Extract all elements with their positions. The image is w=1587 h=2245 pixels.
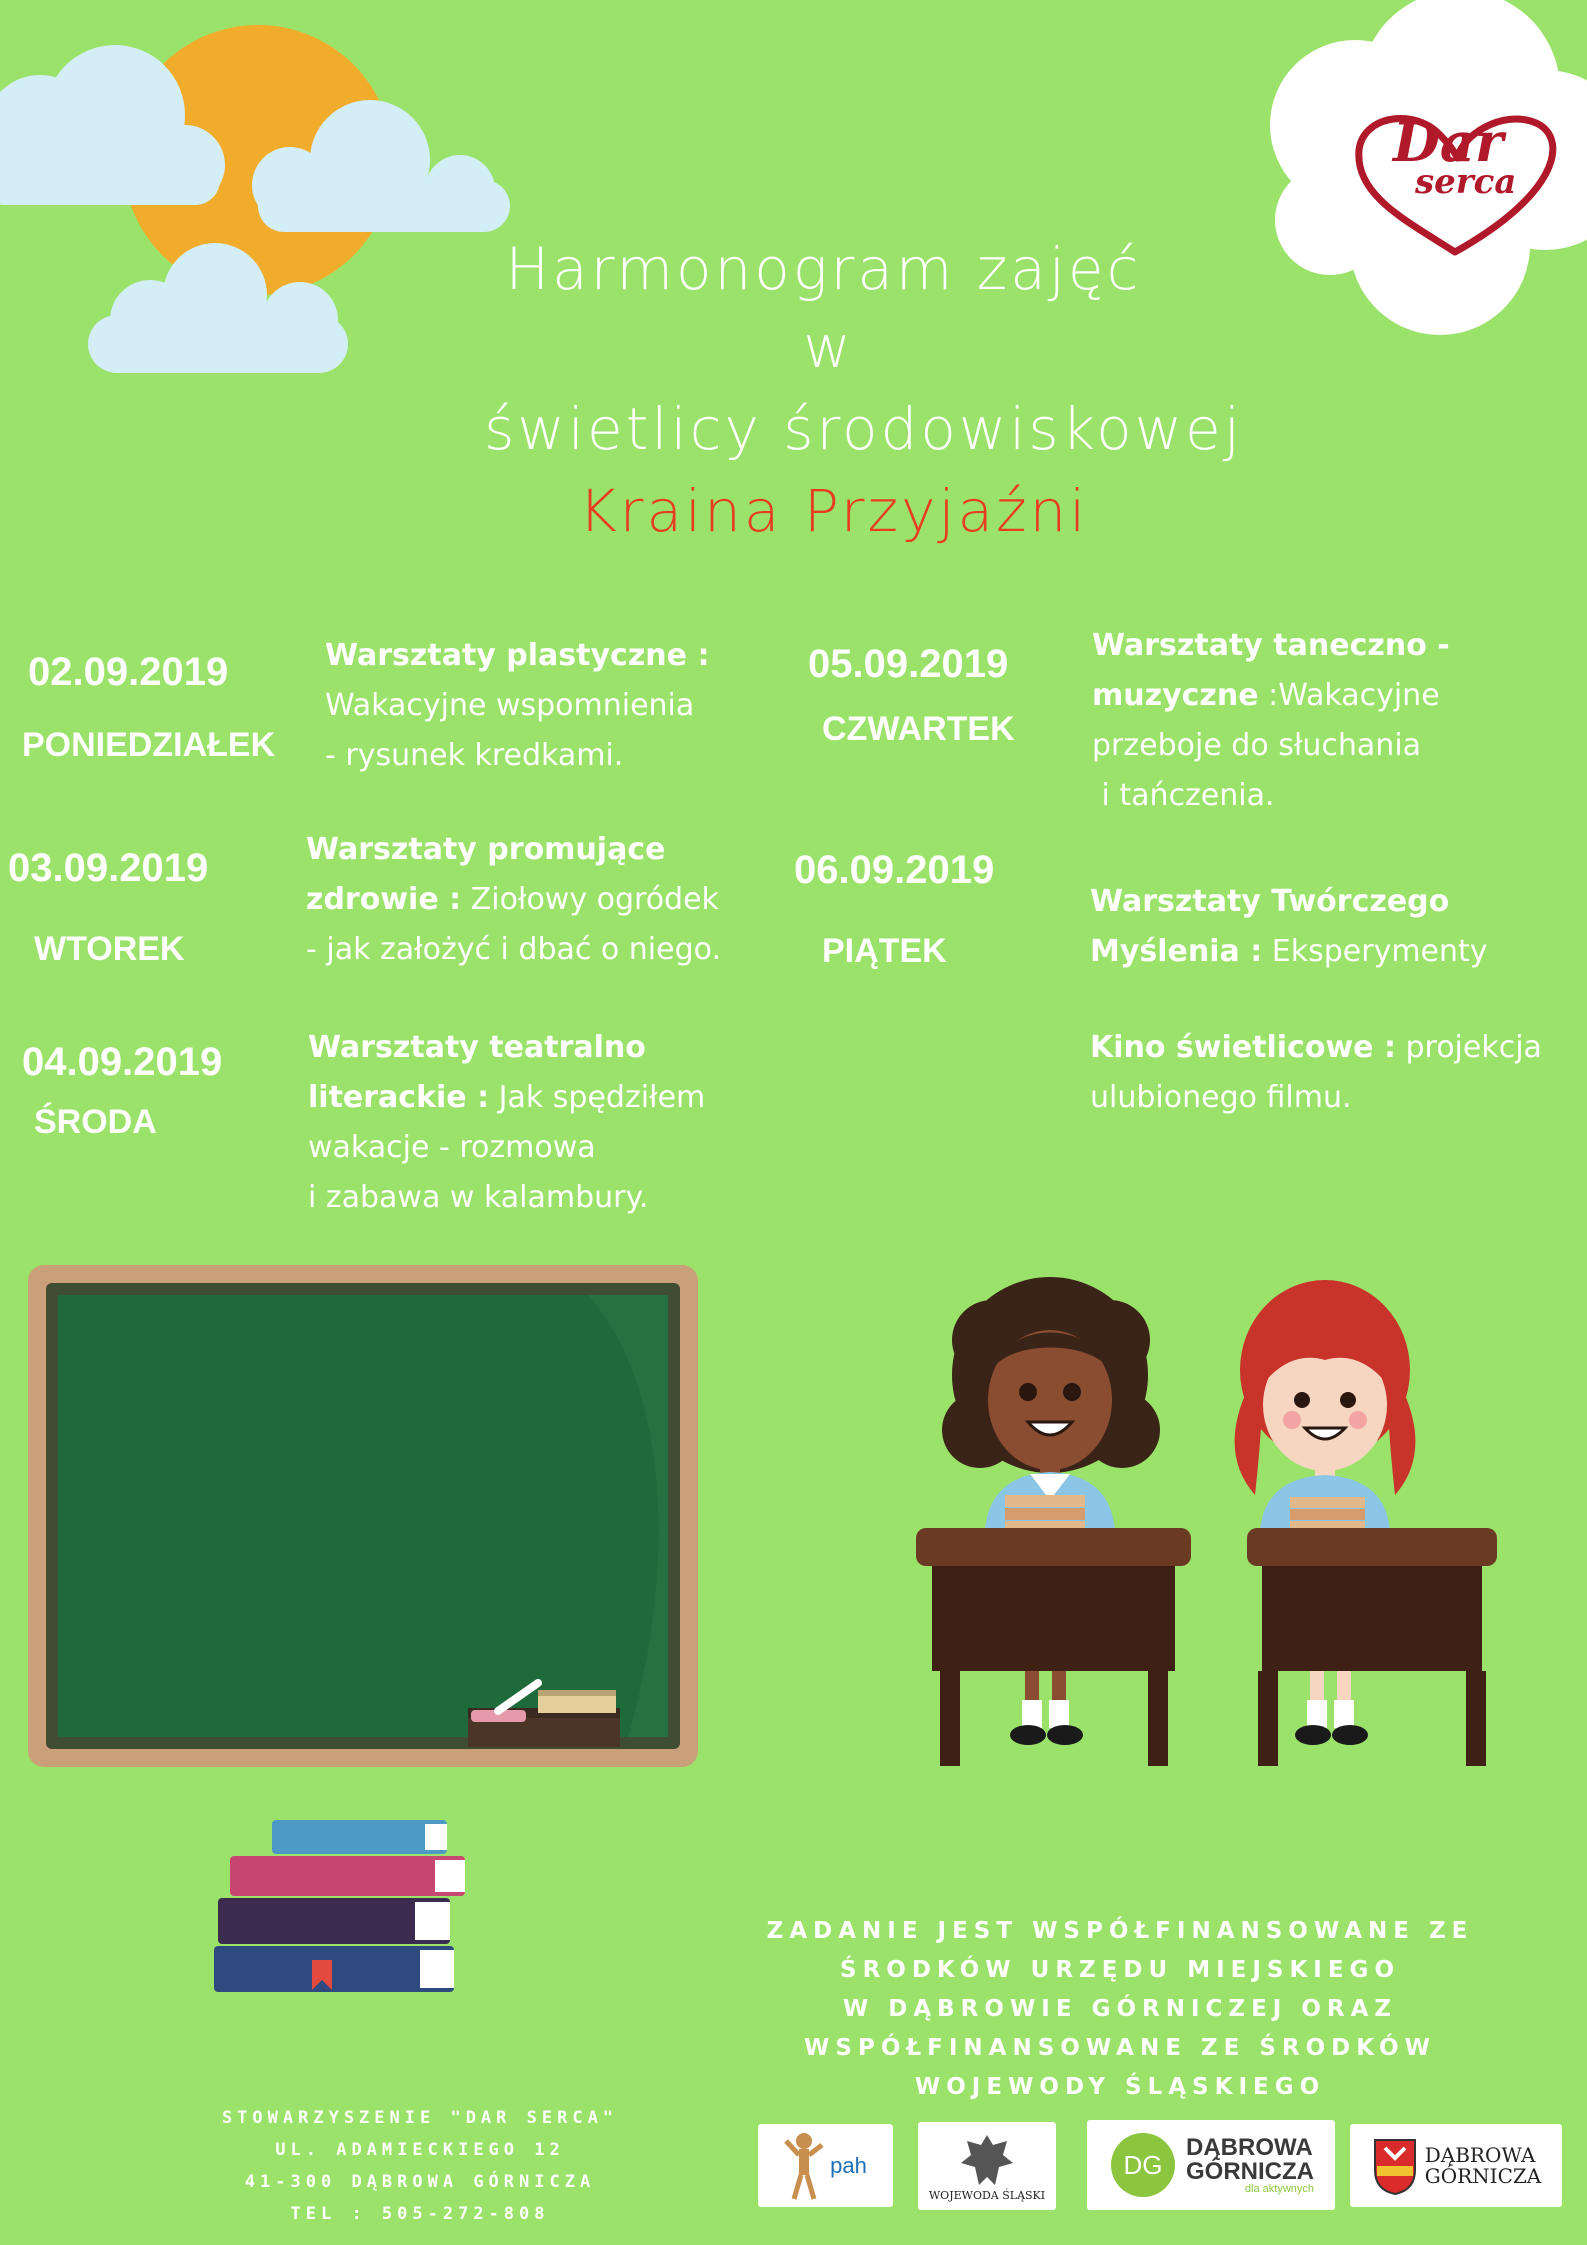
activity-thursday <box>1092 621 1562 821</box>
pah-logo <box>758 2124 893 2207</box>
activity-text: Ziołowy ogródek <box>461 882 719 917</box>
dabrowa-gornicza-logo <box>1087 2120 1335 2210</box>
desk <box>1247 1528 1497 1766</box>
address-line: STOWARZYSZENIE "DAR SERCA" <box>221 2108 619 2128</box>
address-line: TEL : 505-272-808 <box>290 2204 550 2224</box>
logo-text-dar: Dar <box>1393 110 1504 174</box>
activity-friday <box>1090 877 1570 977</box>
activity-line: - jak założyć i dbać o niego. <box>306 932 722 967</box>
title-line-1: Harmonogram zajęć <box>505 235 1142 303</box>
funding-line: W DĄBROWIE GÓRNICZEJ ORAZ <box>842 1996 1398 2022</box>
title-subtitle: Kraina Przyjaźni <box>578 477 1089 545</box>
date-wednesday: 04.09.2019 <box>22 1040 223 1084</box>
dg-mark-text: DG <box>1123 2150 1163 2180</box>
desk <box>916 1528 1191 1766</box>
activity-line: i tańczenia. <box>1092 778 1275 813</box>
student-girl-redhair <box>1235 1280 1416 1530</box>
address-line: 41-300 DĄBROWA GÓRNICZA <box>244 2172 596 2192</box>
activity-title: Warsztaty promujące <box>306 832 666 867</box>
activity-title: Warsztaty taneczno - <box>1092 628 1450 663</box>
activity-title-2: zdrowie : <box>306 882 462 917</box>
day-wednesday: ŚRODA <box>34 1103 157 1141</box>
books-on-desk <box>1005 1495 1365 1533</box>
funding-line: WSPÓŁFINANSOWANE ZE ŚRODKÓW <box>804 2035 1436 2061</box>
date-tuesday: 03.09.2019 <box>8 846 209 890</box>
dg-logo-line3: dla aktywnych <box>1244 2182 1314 2195</box>
activity-title-2: Myślenia : <box>1090 934 1263 969</box>
dg-mark-icon <box>1108 2130 1178 2200</box>
activity-title-2: muzyczne <box>1092 678 1259 713</box>
city-logo-line2: GÓRNICZA <box>1424 2163 1542 2188</box>
pah-logo-text: pah <box>830 2152 867 2178</box>
day-monday: PONIEDZIAŁEK <box>22 726 276 764</box>
activity-line: ulubionego filmu. <box>1090 1080 1352 1115</box>
figure-icon <box>784 2131 824 2201</box>
activity-wednesday <box>308 1023 768 1223</box>
logo-text-serca: serca <box>1415 162 1517 202</box>
activity-line: - rysunek kredkami. <box>325 738 624 773</box>
activity-line: Wakacyjne wspomnienia <box>325 688 695 723</box>
city-logo-line1: DĄBROWA <box>1424 2142 1536 2167</box>
funding-line: ŚRODKÓW URZĘDU MIEJSKIEGO <box>840 1957 1400 1983</box>
activity-title-2: literackie : <box>308 1080 490 1115</box>
activity-text: Eksperymenty <box>1262 934 1488 969</box>
dg-logo-line2: GÓRNICZA <box>1186 2157 1314 2185</box>
activity-tuesday <box>306 825 786 975</box>
activity-title-2: Kino świetlicowe : <box>1090 1030 1396 1065</box>
city-crest-icon <box>1371 2136 1419 2196</box>
activity-line: i zabawa w kalambury. <box>308 1180 649 1215</box>
activity-title: Warsztaty Twórczego <box>1090 884 1450 919</box>
activity-line: wakacje - rozmowa <box>308 1130 596 1165</box>
activity-line: przeboje do słuchania <box>1092 728 1422 763</box>
dg-logo-line1: DĄBROWA <box>1186 2133 1313 2161</box>
day-thursday: CZWARTEK <box>822 710 1015 748</box>
activity-text: Jak spędziłem <box>489 1080 706 1115</box>
book-stack-icon <box>210 1820 470 2000</box>
wojewoda-logo-text: WOJEWODA ŚLĄSKI <box>928 2188 1046 2202</box>
student-girl-curly <box>942 1277 1160 1530</box>
title-line-2: w <box>803 313 854 381</box>
funding-line: WOJEWODY ŚLĄSKIEGO <box>914 2074 1326 2100</box>
activity-text: projekcja <box>1395 1030 1542 1065</box>
date-monday: 02.09.2019 <box>28 650 229 694</box>
city-crest-logo <box>1350 2124 1562 2207</box>
date-friday: 06.09.2019 <box>794 848 995 892</box>
title-line-3: świetlicy środowiskowej <box>484 395 1243 463</box>
activity-text: :Wakacyjne <box>1258 678 1440 713</box>
students-illustration <box>900 1260 1510 1770</box>
activity-monday <box>325 631 775 781</box>
chalkboard-illustration <box>28 1265 700 1770</box>
eagle-emblem-icon <box>959 2131 1015 2189</box>
activity-title: Warsztaty teatralno <box>308 1030 646 1065</box>
date-thursday: 05.09.2019 <box>808 642 1009 686</box>
funding-line: ZADANIE JEST WSPÓŁFINANSOWANE ZE <box>766 1918 1474 1944</box>
wojewoda-logo <box>918 2122 1056 2210</box>
day-tuesday: WTOREK <box>34 930 185 968</box>
day-friday: PIĄTEK <box>822 932 947 970</box>
activity-title: Warsztaty plastyczne : <box>325 638 710 673</box>
activity-cinema <box>1090 1023 1570 1123</box>
address-line: UL. ADAMIECKIEGO 12 <box>275 2140 565 2160</box>
